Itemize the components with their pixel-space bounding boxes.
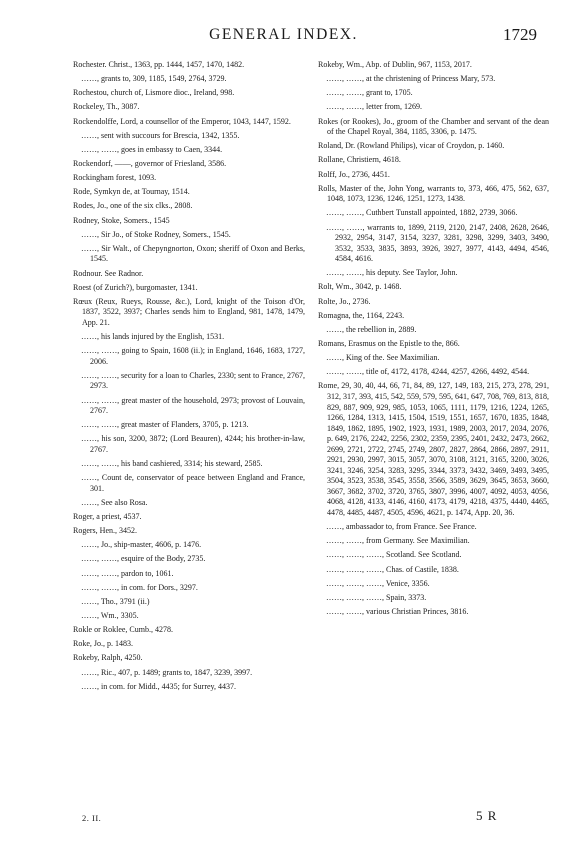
index-entry: ……, ……, esquire of the Body, 2735. bbox=[81, 554, 206, 564]
index-entry: ……, sent with succours for Brescia, 1342, 1355. bbox=[81, 130, 240, 140]
index-entry: ……, his son, 3200, 3872; (Lord Beauren), 4244; his brother-in-law, 2767. bbox=[81, 434, 305, 454]
index-entry: ……, Count de, conservator of peace between England and France, 301. bbox=[81, 473, 305, 493]
index-entry: ……, ……, letter from, 1269. bbox=[326, 102, 422, 112]
index-entry: ……, ambassador to, from France. See France. bbox=[326, 522, 477, 532]
index-entry: Rockendorf, ——, governor of Friesland, 3586. bbox=[73, 158, 227, 168]
index-entry: ……, ……, in com. for Dors., 3297. bbox=[81, 582, 198, 592]
index-entry: ……, Jo., ship-master, 4606, p. 1476. bbox=[81, 540, 202, 550]
index-entry: ……, his lands injured by the English, 1531. bbox=[81, 332, 225, 342]
index-entry: Rodes, Jo., one of the six clks., 2808. bbox=[73, 201, 193, 211]
printer-signature-left: 2. II. bbox=[82, 813, 102, 823]
index-entry: ……, Sir Jo., of Stoke Rodney, Somers., 1545. bbox=[81, 229, 231, 239]
index-entry: ……, ……, at the christening of Princess Mary, 573. bbox=[326, 74, 496, 84]
index-entry: ……, ……, ……, Venice, 3356. bbox=[326, 578, 430, 588]
index-entry: ……, ……, various Christian Princes, 3816. bbox=[326, 606, 469, 616]
index-entry: Rokle or Roklee, Cumb., 4278. bbox=[73, 625, 173, 635]
index-entry: ……, Sir Walt., of Chepyngnorton, Oxon; sheriff of Oxon and Berks, 1545. bbox=[81, 243, 305, 264]
index-entry: ……, ……, security for a loan to Charles, 2330; sent to France, 2767, 2973. bbox=[81, 370, 305, 391]
index-entry: Romagna, the, 1164, 2243. bbox=[318, 310, 405, 320]
index-entry: Rolls, Master of the, John Yong, warrants to, 373, 466, 475, 562, 637, 1048, 1073, 1236, 1246, 1251, 1273, 1438. bbox=[318, 183, 549, 204]
index-entry: Rockeley, Th., 3087. bbox=[73, 102, 140, 112]
index-entry: Rome, 29, 30, 40, 44, 66, 71, 84, 89, 127, 149, 183, 215, 273, 278, 291, 312, 317, 393, 415, 542, 559, 579, 595, 641, 647, 708, 769, 813, 818, 829, 887, 909, 929, 985, 1053, 1065, 1111, 1179, 1216, 1224, 1265, 1266, 1284, 1313, 1415, 1504, 1519, 1551, 1657, 1670, 1835, 1848, 1849, 1862, 1895, 1902, 1923, 1931, 1989, 2003, 2017, 2034, 2076, p. 649, 2176, 2242, 2256, 2302, 2359, 2395, 2401, 2432, 2473, 2662, 2699, 2721, 2722, 2745, 2749, 2807, 2827, 2864, 2866, 2897, 2911, 2921, 2930, 2997, 3015, 3057, 3070, 3108, 3121, 3165, 3200, 3026, 3241, 3246, 3254, 3283, 3295, 3344, 3373, 3432, 3469, 3493, 3495, 3504, 3523, 3538, 3545, 3558, 3566, 3589, 3629, 3645, 3653, 3660, 3667, 3682, 3702, 3720, 3765, 3807, 3996, 4007, 4092, 4053, 4056, 4068, 4128, 4133, 4146, 4160, 4173, 4179, 4218, 4375, 4440, 4465, 4478, 4485, 4487, 4505, 4596, 4621, p. 1474, App. 20, 36. bbox=[318, 381, 549, 517]
index-entry: Roland, Dr. (Rowland Philips), vicar of Croydon, p. 1460. bbox=[318, 141, 505, 151]
index-entry: Rogers, Hen., 3452. bbox=[73, 526, 137, 536]
index-entry: Rochestou, church of, Lismore dioc., Ireland, 998. bbox=[73, 88, 235, 98]
index-entry: ……, ……, Cuthbert Tunstall appointed, 1882, 2739, 3066. bbox=[326, 208, 518, 218]
index-entry: Rokes (or Rookes), Jo., groom of the Chamber and servant of the dean of the Chapel Royal, 384, 1185, 3306, p. 1475. bbox=[318, 116, 549, 137]
index-entry: ……, ……, great master of Flanders, 3705, p. 1213. bbox=[81, 420, 249, 430]
index-entry: Rodnour. See Radnor. bbox=[73, 268, 144, 278]
index-entry: Rokeby, Ralph, 4250. bbox=[73, 653, 143, 663]
index-entry: ……, ……, pardon to, 1061. bbox=[81, 568, 174, 578]
index-entry: ……, ……, ……, Spain, 3373. bbox=[326, 592, 427, 602]
index-entry: ……, ……, great master of the household, 2973; provost of Louvain, 2767. bbox=[81, 395, 305, 416]
index-column-right bbox=[318, 60, 549, 621]
page-number: 1729 bbox=[503, 25, 537, 44]
index-entry: ……, Tho., 3791 (ii.) bbox=[81, 596, 150, 606]
index-entry: ……, ……, title of, 4172, 4178, 4244, 4257, 4266, 4492, 4544. bbox=[326, 367, 530, 377]
index-entry: Romans, Erasmus on the Epistle to the, 866. bbox=[318, 338, 460, 348]
index-entry: ……, ……, going to Spain, 1608 (ii.); in England, 1646, 1683, 1727, 2006. bbox=[81, 346, 305, 366]
index-entry: ……, ……, goes in embassy to Caen, 3344. bbox=[81, 144, 223, 154]
index-entry: ……, ……, his band cashiered, 3314; his steward, 2585. bbox=[81, 459, 263, 469]
index-entry: Roest (of Zurich?), burgomaster, 1341. bbox=[73, 282, 198, 292]
index-entry: Rode, Symkyn de, at Tournay, 1514. bbox=[73, 187, 190, 197]
index-entry: ……, ……, from Germany. See Maximilian. bbox=[326, 536, 470, 546]
index-entry: Rolte, Jo., 2736. bbox=[318, 296, 371, 306]
index-column-left bbox=[73, 60, 305, 696]
index-entry: ……, ……, grant to, 1705. bbox=[326, 88, 413, 98]
printer-signature-right: 5 R bbox=[476, 808, 498, 823]
index-entry: Rœux (Reux, Rueys, Rousse, &c.), Lord, knight of the Toison d'Or, 1837, 3522, 3937; Charles sends him to England, 981, 1478, 1479, App. 21. bbox=[73, 296, 305, 327]
index-entry: Rolff, Jo., 2736, 4451. bbox=[318, 169, 390, 179]
index-entry: ……, Wm., 3305. bbox=[81, 611, 139, 621]
index-entry: ……, King of the. See Maximilian. bbox=[326, 353, 440, 363]
index-entry: Rockendolffe, Lord, a counsellor of the Emperor, 1043, 1447, 1592. bbox=[73, 116, 291, 126]
index-entry: ……, in com. for Midd., 4435; for Surrey, 4437. bbox=[81, 681, 237, 691]
index-entry: Roke, Jo., p. 1483. bbox=[73, 639, 133, 649]
index-entry: Rollane, Christiern, 4618. bbox=[318, 155, 401, 165]
index-entry: ……, ……, his deputy. See Taylor, John. bbox=[326, 268, 458, 278]
index-entry: ……, ……, ……, Scotland. See Scotland. bbox=[326, 550, 462, 560]
index-entry: Roger, a priest, 4537. bbox=[73, 512, 142, 522]
index-entry: Rolt, Wm., 3042, p. 1468. bbox=[318, 282, 402, 292]
index-entry: Rochester. Christ., 1363, pp. 1444, 1457, 1470, 1482. bbox=[73, 60, 245, 69]
index-entry: ……, the rebellion in, 2889. bbox=[326, 324, 417, 334]
index-entry: ……, Ric., 407, p. 1489; grants to, 1847, 3239, 3997. bbox=[81, 667, 253, 677]
index-entry: ……, See also Rosa. bbox=[81, 497, 148, 507]
page-header bbox=[30, 26, 537, 48]
page-title: GENERAL INDEX. bbox=[209, 26, 358, 43]
index-entry: ……, grants to, 309, 1185, 1549, 2764, 3729. bbox=[81, 74, 227, 84]
index-entry: Rodney, Stoke, Somers., 1545 bbox=[73, 215, 170, 225]
index-entry: Rokeby, Wm., Abp. of Dublin, 967, 1153, 2017. bbox=[318, 60, 472, 69]
index-entry: ……, ……, ……, Chas. of Castile, 1838. bbox=[326, 564, 459, 574]
index-entry: Rockingham forest, 1093. bbox=[73, 173, 157, 183]
index-entry: ……, ……, warrants to, 1899, 2119, 2120, 2147, 2408, 2628, 2646, 2932, 2954, 3147, 3154, 3237, 3281, 3298, 3299, 3403, 3490, 3532, 3533, 3835, 3893, 3926, 3927, 3977, 4143, 4494, 4546, 4584, 4616. bbox=[326, 222, 549, 264]
